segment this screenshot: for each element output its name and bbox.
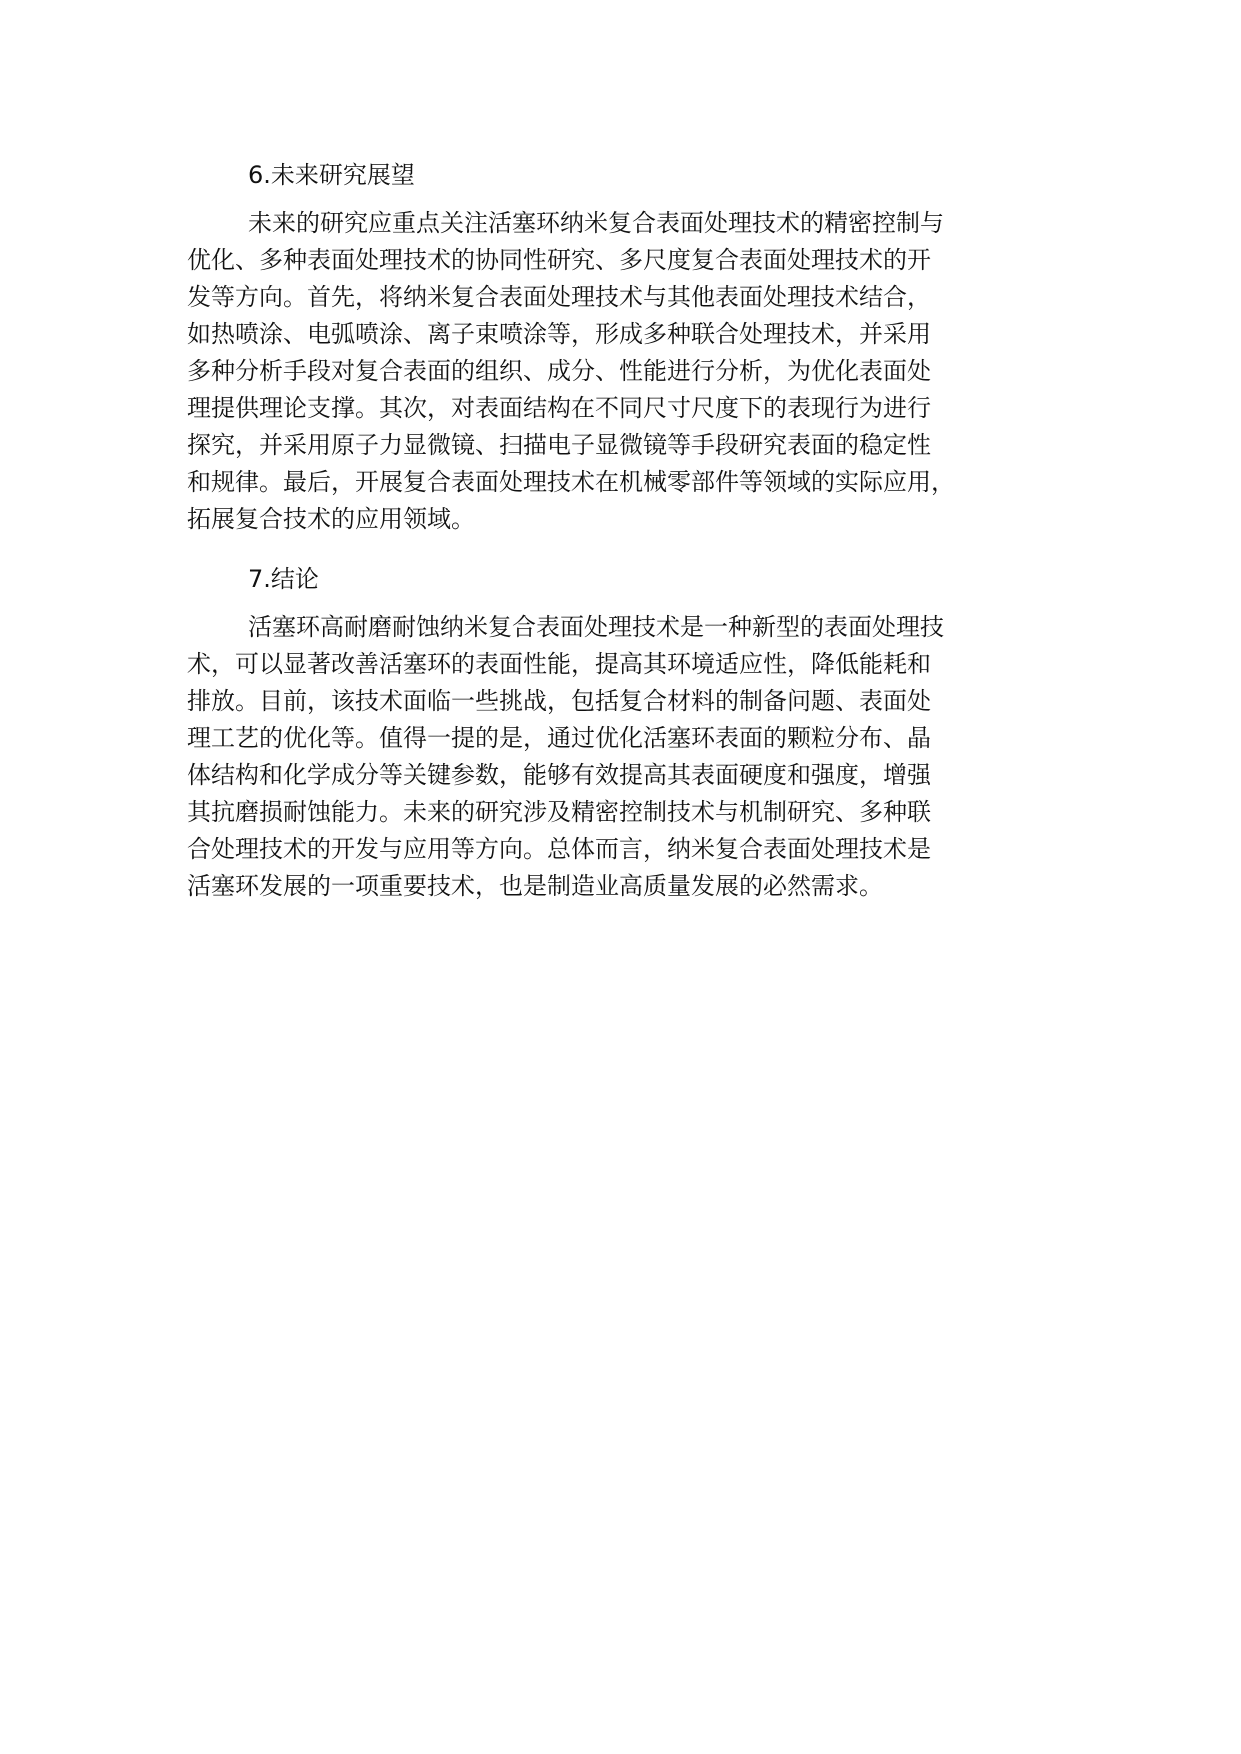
text-line: 优化、多种表面处理技术的协同性研究、多尺度复合表面处理技术的开	[187, 246, 931, 274]
section-heading-future-research: 6.未来研究展望	[248, 161, 415, 189]
text-line: 其抗磨损耐蚀能力。未来的研究涉及精密控制技术与机制研究、多种联	[187, 798, 931, 826]
text-line: 多种分析手段对复合表面的组织、成分、性能进行分析，为优化表面处	[187, 357, 931, 385]
paragraph-future-research	[187, 205, 1081, 538]
text-line: 理提供理论支撑。其次，对表面结构在不同尺寸尺度下的表现行为进行	[187, 394, 931, 422]
text-line: 如热喷涂、电弧喷涂、离子束喷涂等，形成多种联合处理技术，并采用	[187, 320, 931, 348]
text-line: 活塞环发展的一项重要技术，也是制造业高质量发展的必然需求。	[187, 872, 883, 900]
text-line: 未来的研究应重点关注活塞环纳米复合表面处理技术的精密控制与	[248, 209, 944, 237]
text-line: 体结构和化学成分等关键参数，能够有效提高其表面硬度和强度，增强	[187, 761, 931, 789]
document-content	[187, 152, 1081, 905]
text-line: 和规律。最后，开展复合表面处理技术在机械零部件等领域的实际应用，	[187, 468, 955, 496]
text-line: 发等方向。首先，将纳米复合表面处理技术与其他表面处理技术结合，	[187, 283, 931, 311]
text-line: 术，可以显著改善活塞环的表面性能，提高其环境适应性，降低能耗和	[187, 650, 931, 678]
section-spacer	[187, 538, 1081, 556]
text-line: 排放。目前，该技术面临一些挑战，包括复合材料的制备问题、表面处	[187, 687, 931, 715]
text-line: 探究，并采用原子力显微镜、扫描电子显微镜等手段研究表面的稳定性	[187, 431, 931, 459]
text-line: 拓展复合技术的应用领域。	[187, 505, 475, 533]
text-line: 理工艺的优化等。值得一提的是，通过优化活塞环表面的颗粒分布、晶	[187, 724, 931, 752]
text-line: 合处理技术的开发与应用等方向。总体而言，纳米复合表面处理技术是	[187, 835, 931, 863]
text-line: 活塞环高耐磨耐蚀纳米复合表面处理技术是一种新型的表面处理技	[248, 613, 944, 641]
section-heading-conclusion: 7.结论	[248, 565, 319, 593]
paragraph-conclusion	[187, 609, 1081, 905]
